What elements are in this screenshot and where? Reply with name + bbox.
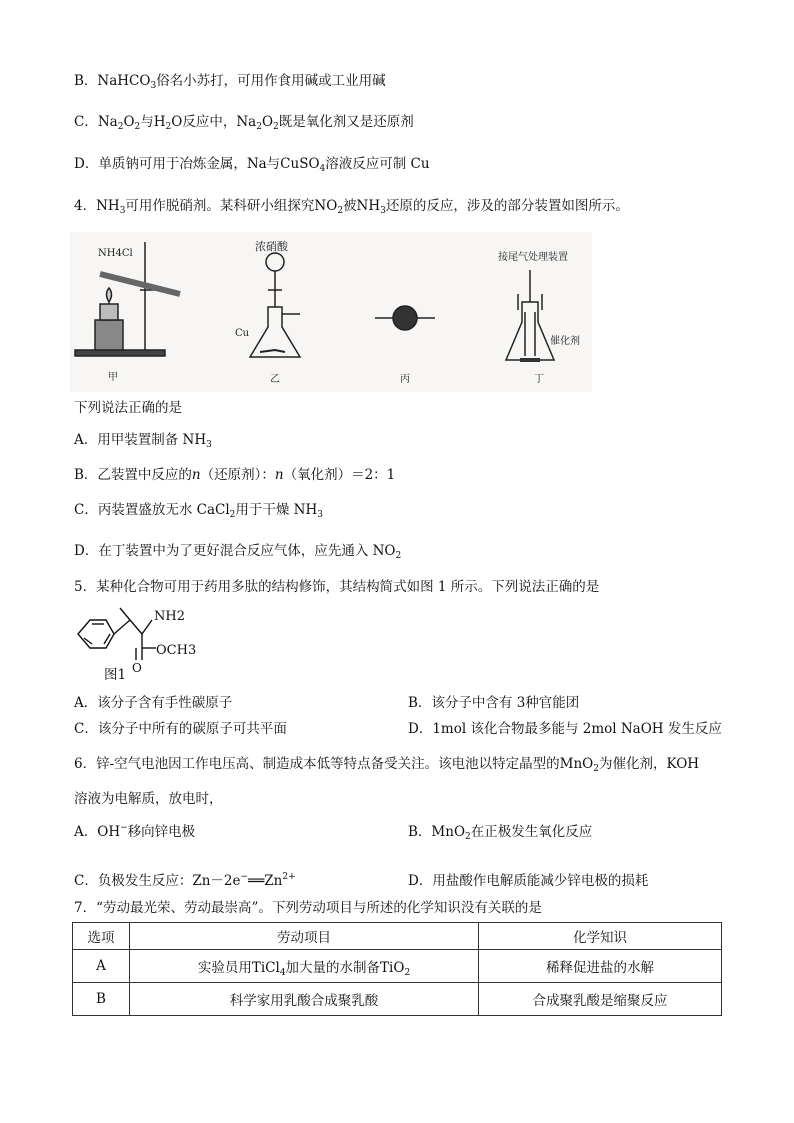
q4-apparatus-figure (70, 232, 592, 392)
apparatus-drawing (70, 232, 592, 392)
label-nh4cl: NH4Cl (98, 248, 133, 259)
q5-option-a: A．该分子含有手性碳原子 (74, 695, 233, 711)
label-conc-nitric-acid: 浓硝酸 (255, 240, 288, 253)
q4-option-c: C．丙装置盛放无水 CaCl$_2$用于干燥 $NH_3$ (74, 502, 324, 520)
row-a-knowledge: 稀释促进盐的水解 (479, 950, 722, 983)
label-jia: 甲 (108, 372, 118, 383)
row-b-option: B (73, 983, 130, 1016)
q7-stem: 7．“劳动最光荣、劳动最崇高”。下列劳动项目与所述的化学知识没有关联的是 (74, 900, 542, 916)
q3-option-d: D．单质钠可用于冶炼金属，Na与CuSO$_4$溶液反应可制 Cu (74, 156, 430, 174)
q4-stem: 4．$NH_3$可用作脱硝剂。某科研小组探究$NO_2$被$NH_3$还原的反应，涉及的部分装置如图所示。 (74, 198, 629, 216)
q4-prompt: 下列说法正确的是 (74, 400, 182, 416)
label-tail-gas: 接尾气处理装置 (498, 252, 568, 263)
header-knowledge: 化学知识 (479, 923, 722, 950)
och3-label: OCH3 (156, 643, 197, 658)
q6-stem-line2: 溶液为电解质，放电时， (74, 791, 223, 807)
q5-option-c: C．该分子中所有的碳原子可共平面 (74, 721, 287, 737)
table-row (73, 950, 722, 983)
apparatus-yi (250, 253, 300, 357)
q3-option-b: B．NaHCO$_3$俗名小苏打，可用作食用碱或工业用碱 (74, 73, 386, 91)
q5-option-d: D．1mol 该化合物最多能与 2mol NaOH 发生反应 (408, 721, 722, 737)
label-ding: 丁 (534, 374, 544, 385)
table-header-row (73, 923, 722, 950)
q4-option-b: B．乙装置中反应的n（还原剂）：n（氧化剂）＝2：1 (74, 467, 396, 483)
apparatus-ding (506, 270, 554, 360)
q6-option-d: D．用盐酸作电解质能减少锌电极的损耗 (408, 873, 649, 889)
q6-option-a: A．OH−移向锌电极 (74, 823, 196, 840)
q6-option-c: C．负极发生反应：$Zn-2e^-══Zn^{2+}$ (74, 872, 296, 889)
apparatus-bing (375, 306, 435, 330)
table-row (73, 983, 722, 1016)
q3-option-c: C．$Na_2O_2$与$H_2O$反应中，$Na_2O_2$既是氧化剂又是还原剂 (74, 114, 414, 132)
q4-option-a: A．用甲装置制备 $NH_3$ (74, 432, 212, 450)
label-bing: 丙 (400, 374, 410, 385)
q5-stem: 5．某种化合物可用于药用多肽的结构修饰，其结构简式如图 1 所示。下列说法正确的是 (74, 579, 600, 595)
q6-stem-line1: 6．锌-空气电池因工作电压高、制造成本低等特点备受关注。该电池以特定晶型的MnO$_2$为催化剂，KOH (74, 756, 700, 774)
q7-table (72, 922, 722, 1016)
label-yi: 乙 (270, 374, 280, 385)
row-b-knowledge: 合成聚乳酸是缩聚反应 (479, 983, 722, 1016)
q5-option-b: B．该分子中含有 3种官能团 (408, 695, 580, 711)
row-a-option: A (73, 950, 130, 983)
molecule-structure (70, 600, 210, 685)
nh2-label: NH2 (154, 609, 185, 624)
header-labor: 劳动项目 (130, 923, 479, 950)
label-cu: Cu (235, 328, 250, 339)
structure-drawing (70, 600, 210, 685)
q6-option-b: B．MnO$_2$在正极发生氧化反应 (408, 824, 593, 842)
apparatus-jia (75, 242, 180, 356)
header-option: 选项 (73, 923, 130, 950)
q5-figure-caption: 图1 (104, 667, 127, 683)
row-b-labor: 科学家用乳酸合成聚乳酸 (130, 983, 479, 1016)
row-a-labor: 实验员用TiCl$_4$加大量的水制备TiO$_2$ (130, 950, 479, 983)
q4-option-d: D．在丁装置中为了更好混合反应气体，应先通入 $NO_2$ (74, 543, 402, 561)
label-catalyst: 催化剂 (550, 336, 580, 347)
carbonyl-o-label: O (132, 661, 142, 675)
